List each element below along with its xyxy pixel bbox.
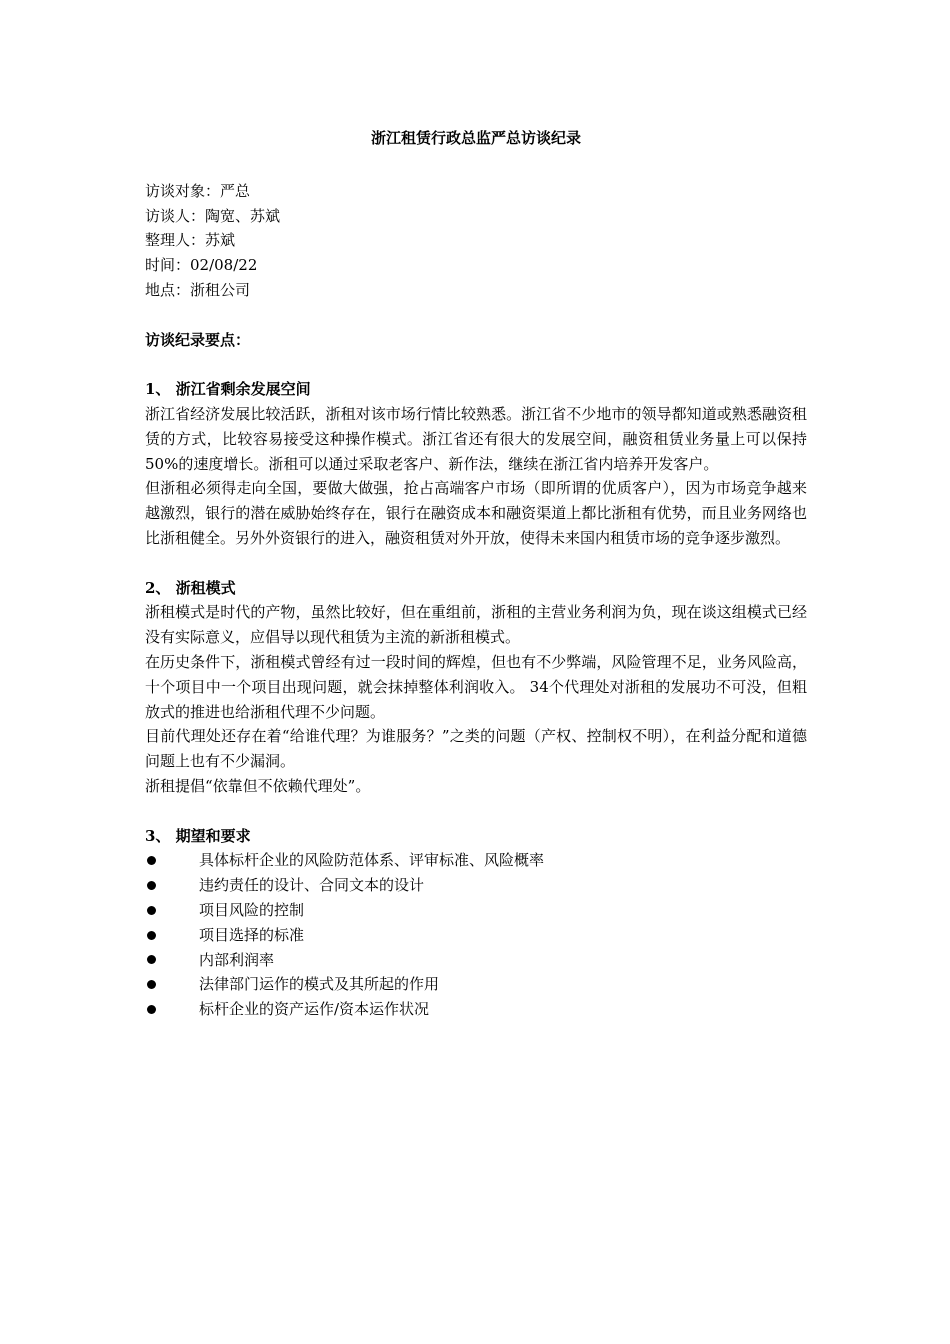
meta-interviewee: 访谈对象：严总 [145,181,251,200]
bullet-icon [147,906,156,915]
list-item-text: 具体标杆企业的风险防范体系、评审标准、风险概率 [199,851,545,870]
section-paragraph: 目前代理处还存在着“给谁代理？为谁服务？”之类的问题（产权、控制权不明），在利益分配和道德问题上也有不少漏洞。 [145,727,807,771]
list-item [145,948,807,973]
list-item-text: 项目风险的控制 [199,900,305,919]
section-3 [145,824,807,1022]
meta-block [145,179,807,303]
list-item-text: 法律部门运作的模式及其所起的作用 [199,975,440,994]
section-paragraph: 但浙租必须得走向全国，要做大做强，抢占高端客户市场（即所谓的优质客户），因为市场竞争越来越激烈，银行的潜在威胁始终存在，银行在融资成本和融资渠道上都比浙租有优势，而且业务网络也比浙租健全。另外外资银行的进入，融资租赁对外开放，使得未来国内租赁市场的竞争逐步激烈。 [145,479,807,547]
meta-time: 时间：02/08/22 [145,256,258,275]
list-item [145,873,807,898]
list-item [145,972,807,997]
bullet-icon [147,881,156,890]
spacer [145,303,807,328]
section-paragraph: 浙租提倡“依靠但不依赖代理处”。 [145,776,371,795]
bullet-icon [147,1005,156,1014]
section-paragraph: 在历史条件下，浙租模式曾经有过一段时间的辉煌，但也有不少弊端，风险管理不足，业务风险高，十个项目中一个项目出现问题，就会抹掉整体利润收入。 34个代理处对浙租的发展功不可没，但粗放式的推进也给浙租代理不少问题。 [145,652,807,721]
meta-interviewers: 访谈人：陶宽、苏斌 [145,206,281,225]
list-item-text: 项目选择的标准 [199,925,305,944]
meta-organizer: 整理人：苏斌 [145,231,236,250]
list-item [145,923,807,948]
document-title: 浙江租赁行政总监严总访谈纪录 [370,129,581,147]
bullet-icon [147,931,156,940]
section-heading: 1、 浙江省剩余发展空间 [145,380,311,399]
section-1 [145,377,807,551]
list-item-text: 违约责任的设计、合同文本的设计 [199,876,425,895]
bullet-icon [147,955,156,964]
spacer [145,799,807,824]
bullet-icon [147,856,156,865]
list-item [145,997,807,1022]
list-item-text: 内部利润率 [199,950,275,969]
spacer [145,352,807,377]
section-paragraph: 浙江省经济发展比较活跃，浙租对该市场行情比较熟悉。浙江省不少地市的领导都知道或熟悉融资租赁的方式，比较容易接受这种操作模式。浙江省还有很大的发展空间，融资租赁业务量上可以保持50%的速度增长。浙租可以通过采取老客户、新作法，继续在浙江省内培养开发客户。 [145,404,807,473]
list-item [145,848,807,873]
bullet-icon [147,980,156,989]
meta-location: 地点：浙租公司 [145,280,251,299]
section-paragraph: 浙租模式是时代的产物，虽然比较好，但在重组前，浙租的主营业务利润为负，现在谈这组模式已经没有实际意义，应倡导以现代租赁为主流的新浙租模式。 [145,603,807,647]
list-item-text: 标杆企业的资产运作/资本运作状况 [199,1000,430,1019]
expectations-list [145,848,807,1022]
summary-heading: 访谈纪录要点： [145,330,251,349]
spacer [145,551,807,576]
section-2 [145,576,807,799]
section-heading: 3、 期望和要求 [145,826,251,845]
document-page [145,126,807,1022]
section-heading: 2、 浙租模式 [145,578,236,597]
list-item [145,898,807,923]
